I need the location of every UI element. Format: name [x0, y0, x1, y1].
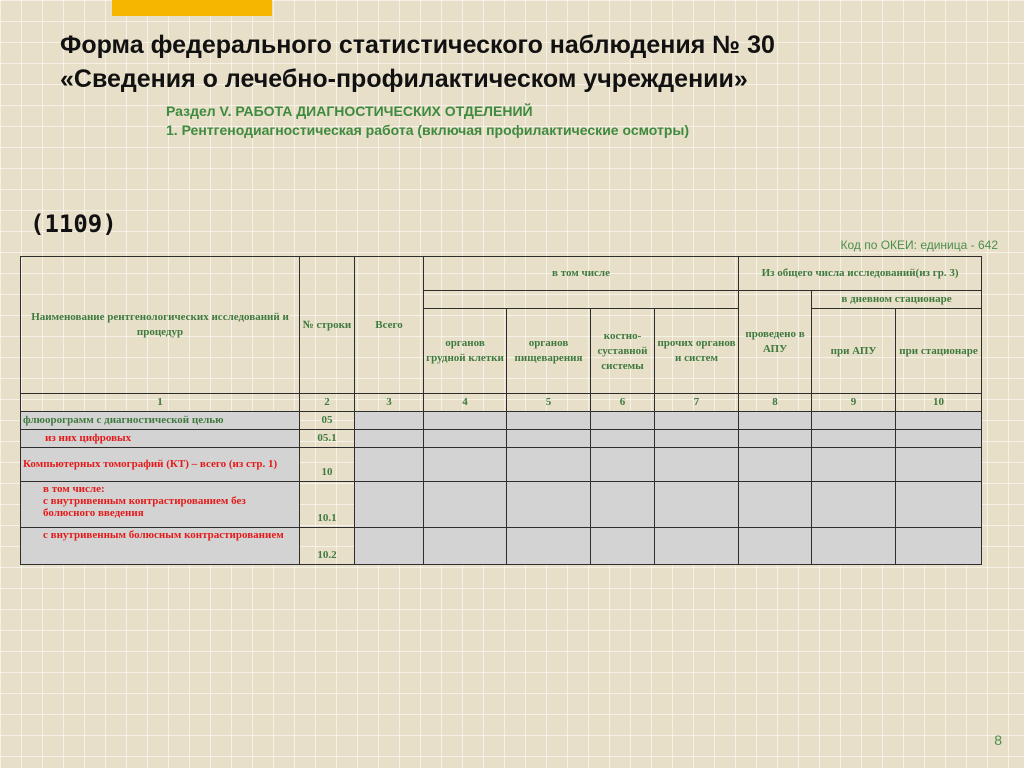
- header-name: Наименование рентгенологических исследований и процедур: [21, 257, 300, 394]
- header-of-total: Из общего числа исследований(из гр. 3): [739, 257, 982, 291]
- data-cell[interactable]: [812, 482, 896, 528]
- col-number: 5: [507, 394, 591, 412]
- row-name-line-2: с внутривенным контрастированием без болюсного введения: [43, 495, 246, 519]
- data-cell[interactable]: [812, 528, 896, 565]
- col-number: 2: [300, 394, 355, 412]
- col-number: 8: [739, 394, 812, 412]
- data-cell[interactable]: [591, 448, 655, 482]
- col-number: 9: [812, 394, 896, 412]
- data-cell[interactable]: [424, 430, 507, 448]
- header-row-no: № строки: [300, 257, 355, 394]
- header-including-spacer: [424, 291, 739, 309]
- data-cell[interactable]: [591, 412, 655, 430]
- data-cell[interactable]: [812, 448, 896, 482]
- accent-bar: [112, 0, 272, 16]
- row-name: [21, 482, 300, 528]
- data-cell[interactable]: [896, 482, 982, 528]
- col-number: 10: [896, 394, 982, 412]
- data-cell[interactable]: [507, 528, 591, 565]
- header-other: прочих органов и систем: [655, 309, 739, 394]
- row-name: Компьютерных томографий (КТ) – всего (из стр. 1): [21, 448, 300, 482]
- col-number: 1: [21, 394, 300, 412]
- header-musculo: костно-суставной системы: [591, 309, 655, 394]
- data-cell[interactable]: [424, 528, 507, 565]
- table-code: (1109): [30, 210, 117, 238]
- page-title: [60, 28, 960, 96]
- data-cell[interactable]: [355, 528, 424, 565]
- data-cell[interactable]: [896, 412, 982, 430]
- data-cell[interactable]: [507, 430, 591, 448]
- title-line-1: Форма федерального статистического наблюдения № 30: [60, 31, 775, 59]
- header-at-apu: при АПУ: [812, 309, 896, 394]
- header-including: в том числе: [424, 257, 739, 291]
- data-cell[interactable]: [355, 412, 424, 430]
- data-cell[interactable]: [355, 482, 424, 528]
- data-cell[interactable]: [591, 528, 655, 565]
- row-number: 05.1: [300, 430, 355, 448]
- row-number: 10.1: [300, 482, 355, 528]
- header-digestive: органов пищеварения: [507, 309, 591, 394]
- data-cell[interactable]: [655, 482, 739, 528]
- data-cell[interactable]: [812, 412, 896, 430]
- data-cell[interactable]: [507, 412, 591, 430]
- data-cell[interactable]: [355, 448, 424, 482]
- data-cell[interactable]: [739, 430, 812, 448]
- title-line-2: «Сведения о лечебно-профилактическом учреждении»: [60, 65, 748, 93]
- col-number: 4: [424, 394, 507, 412]
- data-cell[interactable]: [655, 448, 739, 482]
- row-name: из них цифровых: [21, 430, 300, 448]
- col-number: 6: [591, 394, 655, 412]
- page-number: 8: [994, 732, 1002, 748]
- row-number: 05: [300, 412, 355, 430]
- table-row: [21, 528, 982, 565]
- data-cell[interactable]: [424, 482, 507, 528]
- header-at-hospital: при стационаре: [896, 309, 982, 394]
- data-cell[interactable]: [812, 430, 896, 448]
- table-row: [21, 482, 982, 528]
- data-cell[interactable]: [655, 412, 739, 430]
- col-number: 7: [655, 394, 739, 412]
- data-cell[interactable]: [424, 412, 507, 430]
- section-line-2: 1. Рентгенодиагностическая работа (включая профилактические осмотры): [166, 122, 690, 138]
- header-chest: органов грудной клетки: [424, 309, 507, 394]
- section-line-1: Раздел V. РАБОТА ДИАГНОСТИЧЕСКИХ ОТДЕЛЕНИЙ: [166, 103, 533, 119]
- row-number: 10: [300, 448, 355, 482]
- data-cell[interactable]: [739, 412, 812, 430]
- data-cell[interactable]: [591, 430, 655, 448]
- data-cell[interactable]: [739, 482, 812, 528]
- row-name: с внутривенным болюсным контрастированием: [21, 528, 300, 565]
- section-subtitle: [166, 102, 926, 140]
- table-row: [21, 430, 982, 448]
- data-cell[interactable]: [655, 528, 739, 565]
- data-cell[interactable]: [424, 448, 507, 482]
- row-number: 10.2: [300, 528, 355, 565]
- data-cell[interactable]: [507, 448, 591, 482]
- col-number: 3: [355, 394, 424, 412]
- row-name-line-1: в том числе:: [43, 483, 105, 495]
- data-cell[interactable]: [739, 528, 812, 565]
- header-apu: проведено в АПУ: [739, 291, 812, 394]
- data-cell[interactable]: [355, 430, 424, 448]
- header-total: Всего: [355, 257, 424, 394]
- data-cell[interactable]: [655, 430, 739, 448]
- header-day-hospital: в дневном стационаре: [812, 291, 982, 309]
- statistical-form-table: [20, 256, 982, 565]
- data-cell[interactable]: [896, 448, 982, 482]
- row-name: флюорограмм с диагностической целью: [21, 412, 300, 430]
- data-cell[interactable]: [507, 482, 591, 528]
- data-cell[interactable]: [739, 448, 812, 482]
- data-cell[interactable]: [896, 528, 982, 565]
- table-row: [21, 448, 982, 482]
- data-cell[interactable]: [896, 430, 982, 448]
- table-row: [21, 412, 982, 430]
- okei-code: Код по ОКЕИ: единица - 642: [840, 238, 998, 252]
- data-cell[interactable]: [591, 482, 655, 528]
